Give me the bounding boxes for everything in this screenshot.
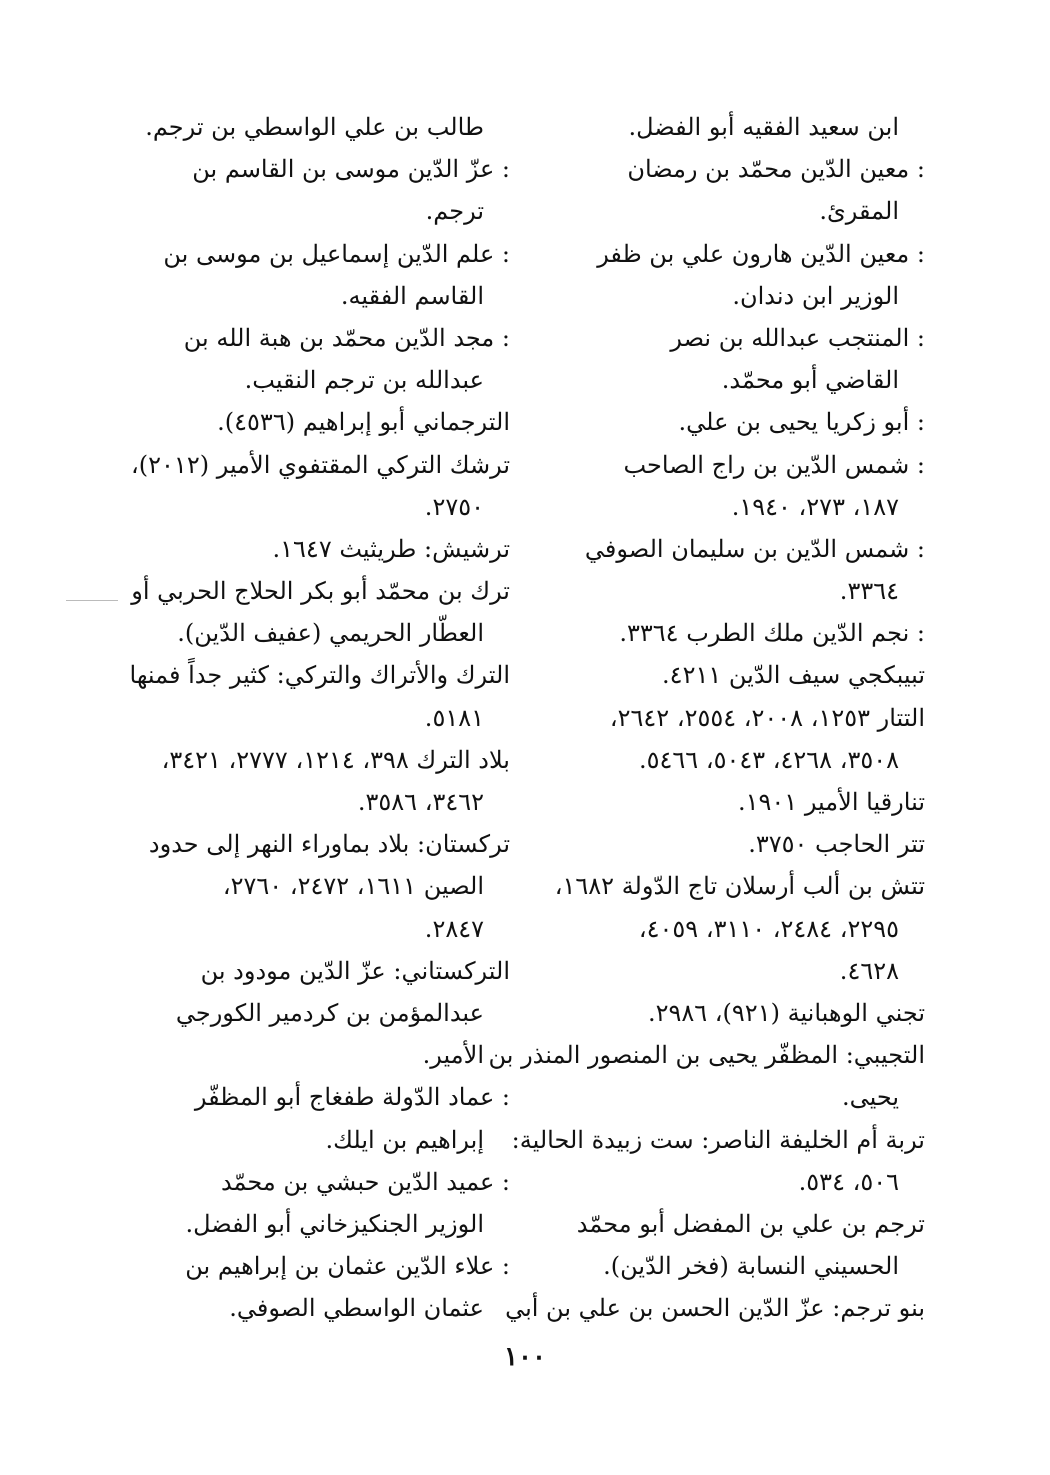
index-line: : عزّ الدّين موسى بن القاسم بن — [192, 155, 510, 184]
index-line: المقرئ. — [819, 197, 899, 226]
index-line: عبدالله بن ترجم النقيب. — [244, 366, 484, 395]
index-line: ٢٢٩٥، ٢٤٨٤، ٣١١٠، ٤٠٥٩، — [638, 914, 899, 943]
index-line: القاضي أبو محمّد. — [721, 366, 899, 395]
right-column — [488, 106, 925, 1329]
index-line: تنارقيا الأمير ١٩٠١. — [737, 788, 925, 816]
scan-mark — [66, 600, 118, 601]
index-line: الحسيني النسابة (فخر الدّين). — [603, 1252, 899, 1281]
index-line: تبيبكجي سيف الدّين ٤٢١١. — [662, 661, 925, 690]
index-line: : عماد الدّولة طفغاج أبو المظفّر — [194, 1083, 510, 1112]
index-line: الصين ١٦١١، ٢٤٧٢، ٢٧٦٠، — [222, 872, 484, 901]
index-line: ترجم. — [425, 197, 484, 226]
index-line: ٥١٨١. — [424, 703, 484, 732]
index-line: تربة أم الخليفة الناصر: ست زبيدة الحالية: — [511, 1125, 925, 1154]
index-line: : علاء الدّين عثمان بن إبراهيم بن — [185, 1252, 510, 1281]
index-line: ترجم بن علي بن المفضل أبو محمّد — [576, 1209, 925, 1238]
index-line: بلاد الترك ٣٩٨، ١٢١٤، ٢٧٧٧، ٣٤٢١، — [161, 745, 510, 774]
index-line: تتش بن ألب أرسلان تاج الدّولة ١٦٨٢، — [554, 872, 925, 901]
index-line: طالب بن علي الواسطي بن ترجم. — [145, 113, 484, 141]
index-line: : معين الدّين محمّد بن رمضان — [627, 155, 925, 184]
index-line: بنو ترجم: عزّ الدّين الحسن بن علي بن أبي — [505, 1294, 925, 1323]
index-line: الترك والأتراك والتركي: كثير جداً فمنها — [129, 661, 510, 690]
index-line: عثمان الواسطي الصوفي. — [229, 1294, 484, 1323]
index-line: ابن سعيد الفقيه أبو الفضل. — [628, 113, 899, 141]
index-line: ٥٠٦، ٥٣٤. — [798, 1167, 899, 1196]
index-line: الترجماني أبو إبراهيم (٤٥٣٦). — [217, 408, 510, 437]
index-line: ٣٣٦٤. — [839, 577, 899, 606]
index-line: ٣٤٦٢، ٣٥٨٦. — [357, 788, 484, 816]
index-line: ترشيش: طريثيث ١٦٤٧. — [272, 534, 510, 563]
index-line: : عميد الدّين حبشي بن محمّد — [220, 1167, 510, 1196]
index-line: : مجد الدّين محمّد بن هبة الله بن — [183, 323, 510, 352]
index-line: ٢٨٤٧. — [424, 914, 484, 943]
index-line: التجيبي: المظفّر يحيى بن المنصور المنذر بن — [488, 1041, 925, 1070]
index-line: تركستان: بلاد بماوراء النهر إلى حدود — [148, 830, 510, 859]
index-line: القاسم الفقيه. — [340, 281, 484, 310]
index-line: ٢٧٥٠. — [424, 492, 484, 521]
index-line: عبدالمؤمن بن كردمير الكورجي — [175, 998, 484, 1027]
index-line: : شمس الدّين بن سليمان الصوفي — [584, 534, 925, 563]
index-line: إبراهيم بن ايلك. — [325, 1125, 484, 1154]
index-line: ٣٥٠٨، ٤٢٦٨، ٥٠٤٣، ٥٤٦٦. — [638, 745, 899, 774]
index-line: : المنتجب عبدالله بن نصر — [670, 323, 925, 352]
index-line: ترك بن محمّد أبو بكر الحلاج الحربي أو — [131, 577, 510, 606]
index-line: التتار ١٢٥٣، ٢٠٠٨، ٢٥٥٤، ٢٦٤٢، — [609, 703, 925, 732]
index-line: ١٨٧، ٢٧٣، ١٩٤٠. — [731, 492, 899, 521]
index-line: الوزير ابن دندان. — [732, 281, 899, 310]
index-line: : نجم الدّين ملك الطرب ٣٣٦٤. — [619, 619, 925, 648]
index-line: تجني الوهبانية (٩٢١)، ٢٩٨٦. — [647, 998, 925, 1027]
left-column — [130, 106, 510, 1329]
index-line: الأمير. — [422, 1041, 484, 1070]
index-line: تتر الحاجب ٣٧٥٠. — [748, 830, 925, 859]
page-number: ١٠٠ — [504, 1342, 546, 1372]
index-line: : علم الدّين إسماعيل بن موسى بن — [163, 239, 510, 268]
index-line: الوزير الجنكيزخاني أبو الفضل. — [185, 1209, 484, 1238]
index-line: التركستاني: عزّ الدّين مودود بن — [200, 956, 510, 985]
index-line: : معين الدّين هارون علي بن ظفر — [597, 239, 925, 268]
index-line: العطّار الحريمي (عفيف الدّين). — [177, 619, 484, 648]
index-line: : شمس الدّين بن راج الصاحب — [623, 450, 925, 479]
index-line: : أبو زكريا يحيى بن علي. — [678, 408, 925, 437]
index-line: ٤٦٢٨. — [839, 956, 899, 985]
index-line: ترشك التركي المقتفوي الأمير (٢٠١٢)، — [131, 450, 510, 479]
index-line: يحيى. — [841, 1083, 899, 1112]
